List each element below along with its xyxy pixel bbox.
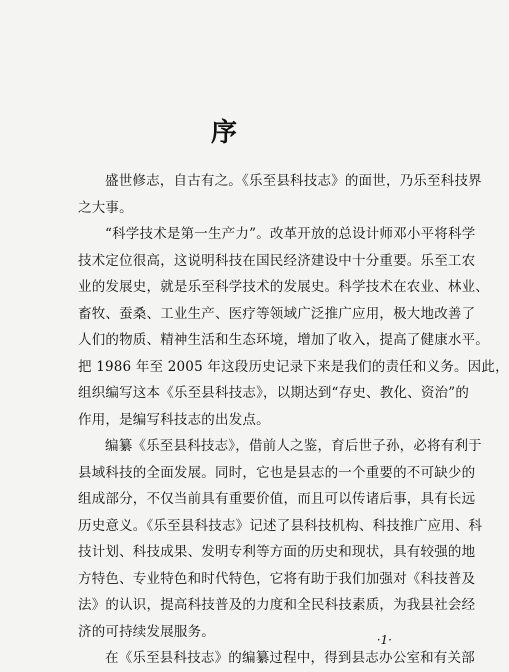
text-line: 业的发展史，就是乐至科学技术的发展史。科学技术在农业、林业、 <box>78 279 489 295</box>
text-line: 人们的物质、精神生活和生态环境，增加了收入，提高了健康水平。 <box>78 332 489 348</box>
text-line: 县域科技的全面发展。同时，它也是县志的一个重要的不可缺少的 <box>78 464 476 481</box>
text-line: 方特色、专业特色和时代特色，它将有助于我们加强对《科技普及 <box>78 570 476 587</box>
text-line: 组织编写这本《乐至县科技志》，以期达到“存史、教化、资治”的 <box>78 385 470 401</box>
text-line: 济的可持续发展服务。 <box>78 623 215 640</box>
preface-body <box>78 168 509 672</box>
text-line: 组成部分，不仅当前具有重要价值，而且可以传诸后事，具有长远 <box>78 491 476 507</box>
text-line: 在《乐至县科技志》的编纂过程中，得到县志办公室和有关部 <box>105 650 475 666</box>
text-line: 作用，是编写科技志的出发点。 <box>78 411 270 428</box>
text-line: 法》的认识，提高科技普及的力度和全民科技素质，为我县社会经 <box>78 597 476 613</box>
text-line: 编纂《乐至县科技志》，借前人之鉴，育后世子孙，必将有利于 <box>105 438 482 454</box>
text-line: 把 1986 年至 2005 年这段历史记录下来是我们的责任和义务。因此， <box>78 358 509 375</box>
text-line: 畜牧、蚕桑、工业生产、医疗等领域广泛推广应用，极大地改善了 <box>78 305 476 322</box>
text-line: 历史意义。《乐至县科技志》记述了县科技机构、科技推广应用、科 <box>78 517 483 534</box>
text-line: “科学技术是第一生产力”。改革开放的总设计师邓小平将科学 <box>105 226 476 242</box>
text-line: 技术定位很高，这说明科技在国民经济建设中十分重要。乐至工农 <box>78 252 476 269</box>
text-line: 技计划、科技成果、发明专利等方面的历史和现状，具有较强的地 <box>78 544 476 560</box>
page-number: ·1· <box>376 633 392 647</box>
page-title: 序 <box>210 118 239 148</box>
text-line: 盛世修志，自古有之。《乐至县科技志》的面世，乃乐至科技界 <box>105 173 482 189</box>
text-line: 之大事。 <box>78 199 133 216</box>
